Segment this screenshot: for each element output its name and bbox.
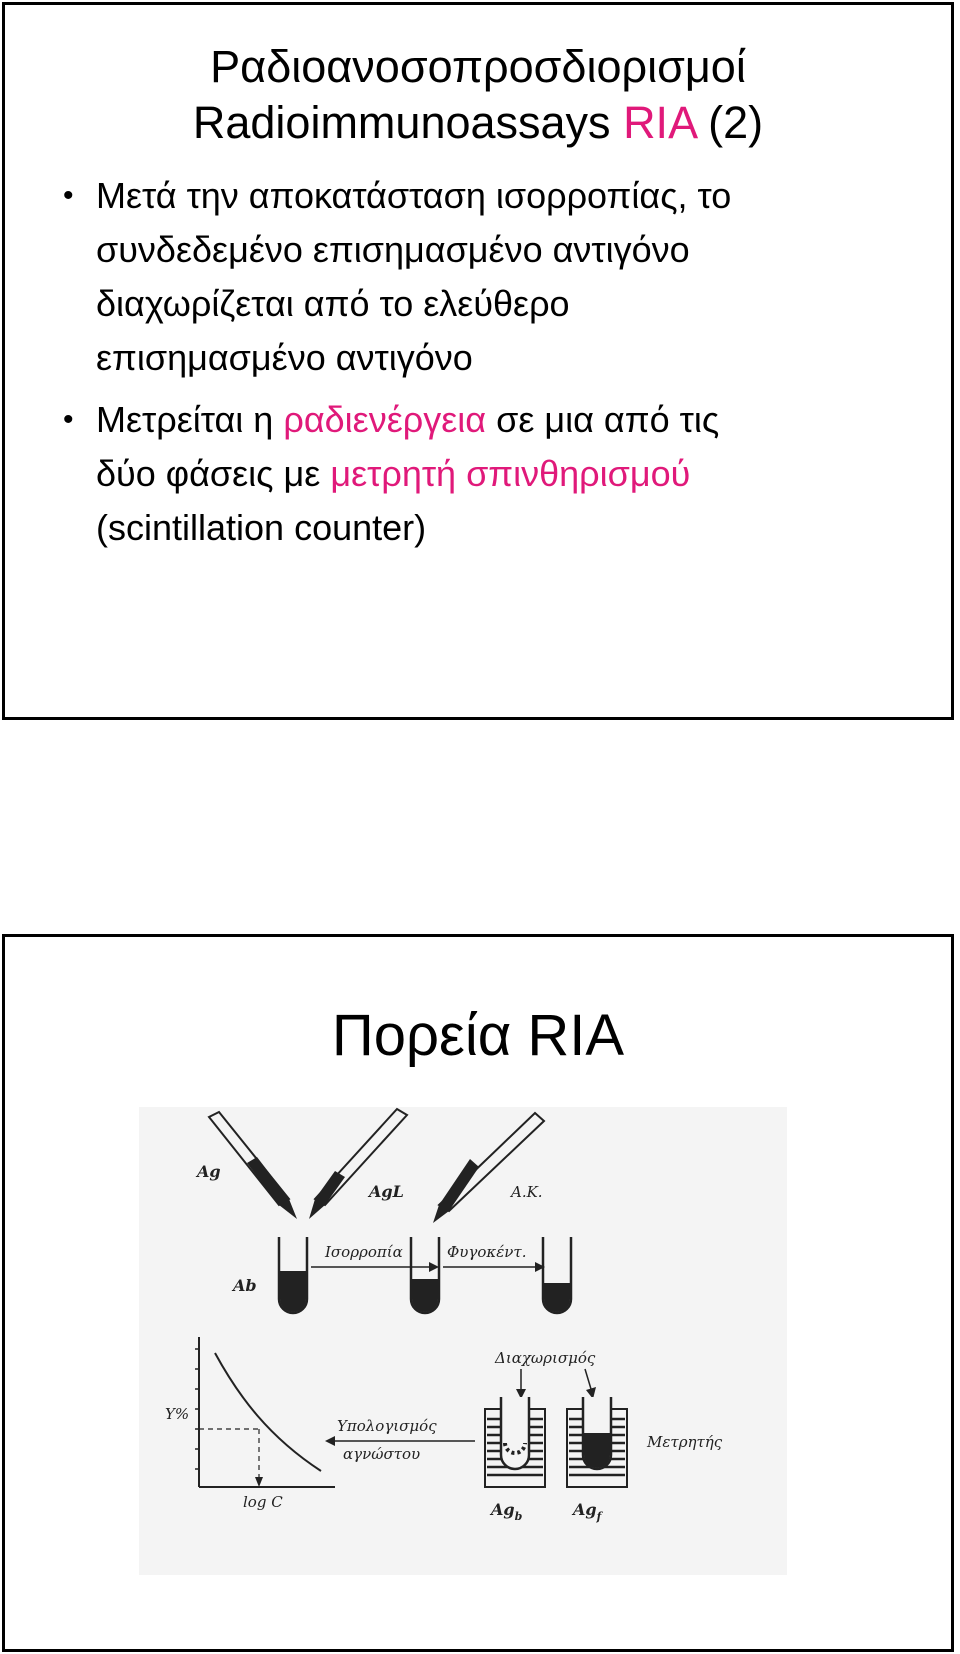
label-equilibrium: Ισορροπία [325, 1243, 403, 1261]
label-agl: AgL [369, 1182, 404, 1201]
diagram-svg [139, 1107, 787, 1575]
label-separation: Διαχωρισμός [495, 1349, 596, 1367]
label-calc-2: αγνώστου [343, 1445, 421, 1463]
label-ak: A.K. [511, 1183, 543, 1201]
slide-title: Πορεία RIA [331, 1003, 625, 1068]
label-calc-1: Υπολογισμός [337, 1417, 437, 1435]
slide-ria-2 [2, 2, 954, 720]
title-line-1: Ραδιοανοσοπροσδιορισμοί [210, 41, 746, 92]
bullet-separation: • Μετά την αποκατάσταση ισορροπίας, το συνδεδεμένο επισημασμένο αντιγόνο διαχωρίζεται από το ελεύθερο επισημασμένο αντιγόνο [63, 169, 951, 385]
label-y-axis: Y% [165, 1405, 190, 1423]
accent-radioactivity: ραδιενέργεια [283, 399, 487, 440]
title-accent-ria: RIA [623, 97, 696, 148]
title-line-2: Radioimmunoassays RIA (2) [192, 97, 764, 148]
label-agb: $Ag_b$ [491, 1500, 523, 1523]
label-x-axis: log C [243, 1493, 283, 1511]
label-centrifuge: Φυγοκέντ. [447, 1243, 527, 1261]
bullet-measurement: • Μετρείται η ραδιενέργεια σε μια από τις δύο φάσεις με μετρητή σπινθηρισμού (scintillation counter) [63, 393, 951, 555]
label-counter: Μετρητής [647, 1433, 723, 1451]
bullet-list [5, 169, 951, 555]
label-ab: Ab [233, 1276, 257, 1295]
ria-procedure-diagram [139, 1107, 787, 1575]
label-agf: $Ag_f$ [573, 1500, 602, 1523]
label-ag: Ag [197, 1162, 221, 1181]
accent-scintillation: μετρητή σπινθηρισμού [330, 453, 691, 494]
slide-ria-procedure [2, 934, 954, 1652]
slide-title [5, 5, 951, 151]
